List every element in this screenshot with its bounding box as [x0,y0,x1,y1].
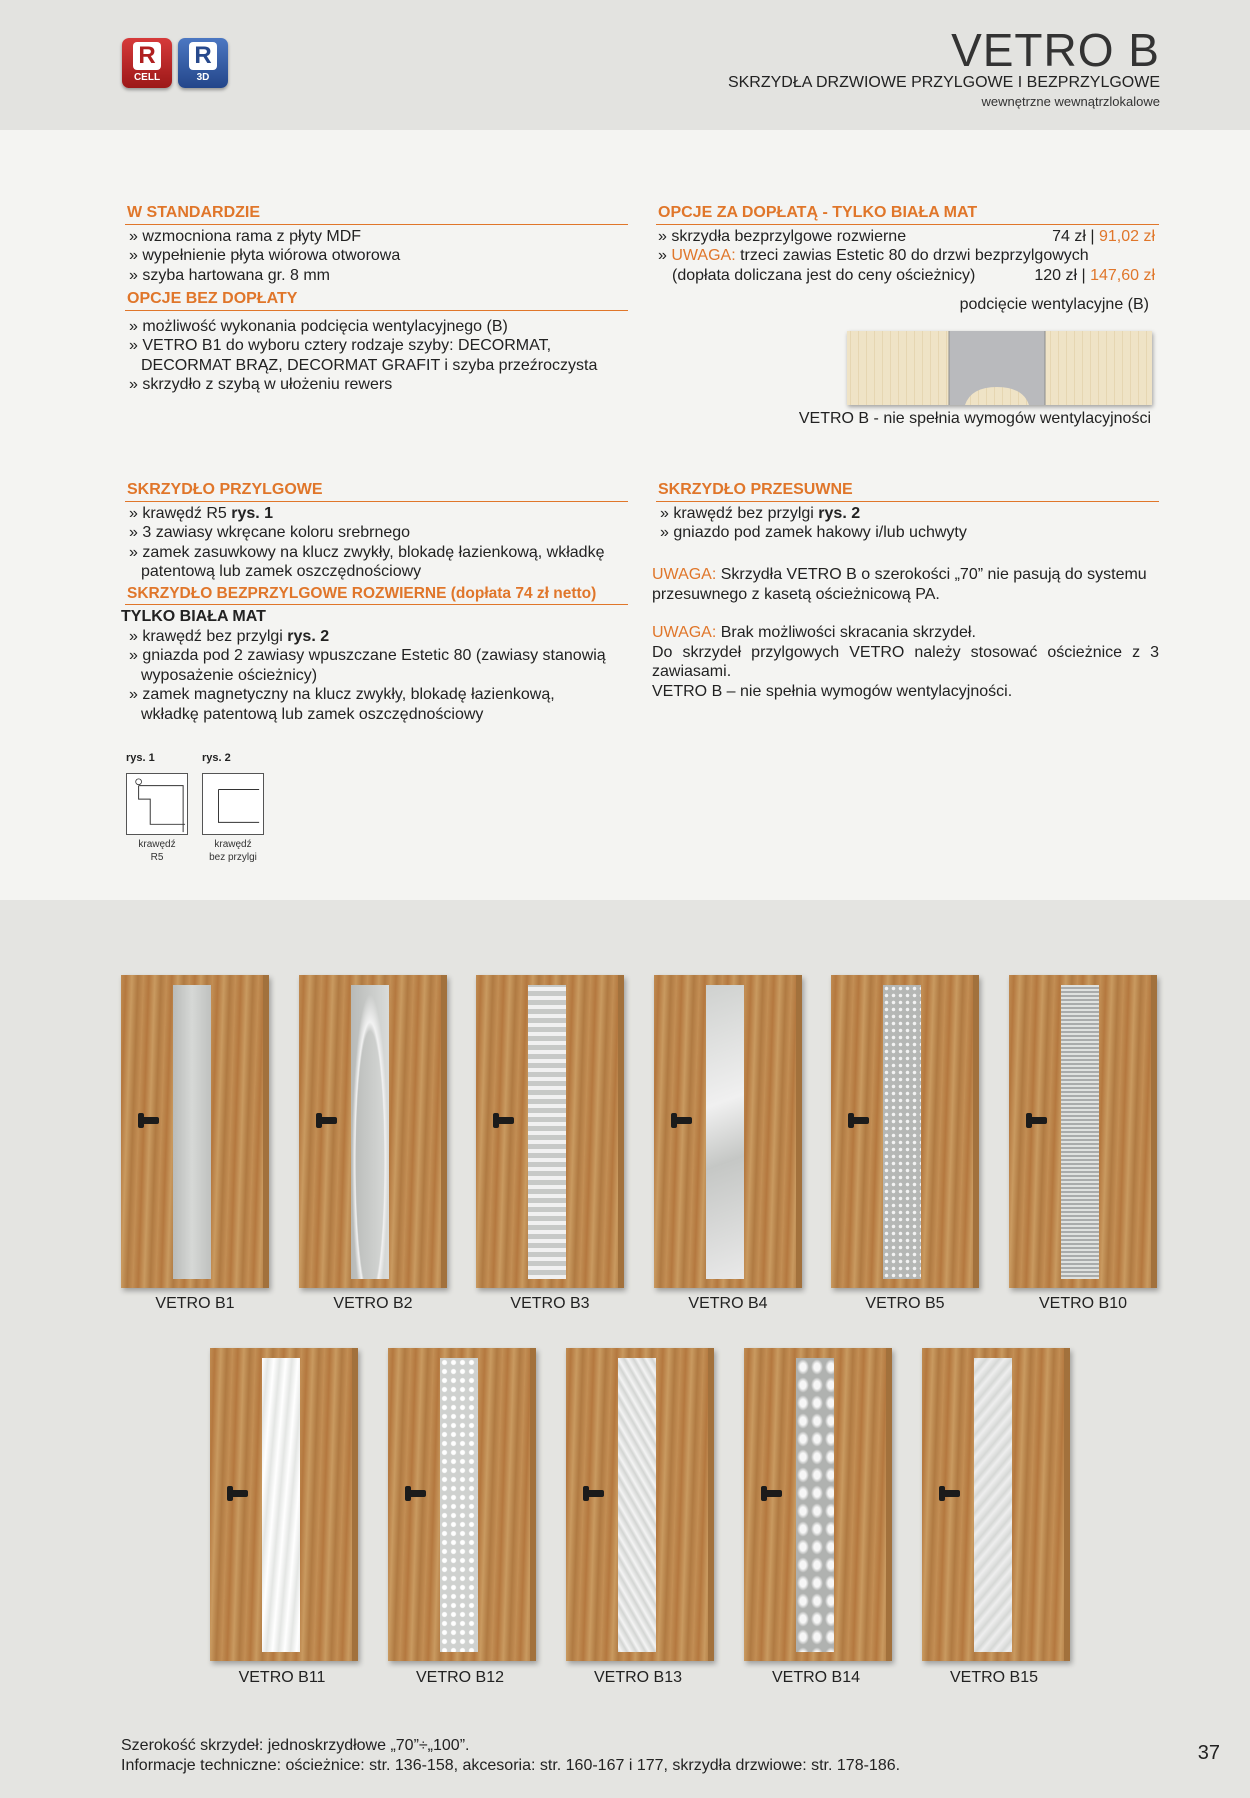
price-gross: 91,02 zł [1098,227,1155,245]
door-caption: VETRO B1 [155,1295,235,1312]
rys2-caption [198,838,268,864]
leaf-sliding-item [656,504,1159,524]
logo-cell-label: CELL [133,72,161,83]
door-caption: VETRO B14 [771,1669,861,1686]
paid-options-heading: OPCJE ZA DOPŁATĄ - TYLKO BIAŁA MAT [656,203,1159,225]
glass-panel [351,985,389,1279]
item-ref: rys. 2 [818,504,861,522]
door-handle-icon [494,1117,514,1124]
caption-line: bez przylgi [209,852,257,863]
paid-options-section [656,203,1159,315]
door-vetro-b12 [388,1348,536,1661]
item-ref: rys. 1 [231,504,274,522]
price-row-label: » skrzydła bezprzylgowe rozwierne [658,227,907,245]
caption-line: R5 [150,852,164,863]
door-caption: VETRO B4 [688,1295,768,1312]
door-caption: VETRO B5 [865,1295,945,1312]
door-handle-icon [940,1490,960,1497]
door-handle-icon [139,1117,159,1124]
sliding-note-width [652,565,1159,604]
price-row-flush [656,227,1159,247]
logo-3d-label: 3D [196,72,210,83]
door-handle-icon [584,1490,604,1497]
standard-item: » szyba hartowana gr. 8 mm [129,266,330,284]
uwaga-text: Skrzydła VETRO B o szerokości „70” nie pasują do systemu przesuwnego z kasetą ościeżnicową PA. [652,566,1147,603]
caption-line: krawędź [214,839,252,850]
glass-panel [528,985,566,1279]
leaf-flush-item: » zamek magnetyczny na klucz zwykły, blokadę łazienkową, wkładkę patentową lub zamek oszczędnościowy [129,686,555,723]
glass-panel [173,985,211,1279]
uwaga-text: Brak możliwości skracania skrzydeł. [716,624,976,641]
rys2-label: rys. 2 [202,752,231,764]
door-vetro-b14 [744,1348,892,1661]
door-vetro-b15 [922,1348,1070,1661]
leaf-flush-heading: SKRZYDŁO BEZPRZYLGOWE ROZWIERNE (dopłata 74 zł netto) [125,584,628,606]
footer-technical: Informacje techniczne: ościeżnice: str. 136-158, akcesoria: str. 160-167 i 177, skrzydła drzwiowe: str. 178-186. [121,1757,901,1774]
door-handle-icon [406,1490,426,1497]
glass-panel [618,1358,656,1652]
sliding-note-frames: Do skrzydeł przylgowych VETRO należy stosować ościeżnice z 3 zawiasami. [652,643,1159,680]
price-row-label: (dopłata doliczana jest do ceny ościeżnicy) [672,266,976,284]
door-vetro-b13 [566,1348,714,1661]
door-vetro-b10 [1009,975,1157,1288]
glass-panel [974,1358,1012,1652]
only-white-label: TYLKO BIAŁA MAT [121,608,266,625]
door-vetro-b5 [831,975,979,1288]
door-caption: VETRO B12 [415,1669,505,1686]
door-caption: VETRO B10 [1038,1295,1128,1312]
standard-item: » wzmocniona rama z płyty MDF [129,227,362,245]
leaf-sliding-heading: SKRZYDŁO PRZESUWNE [656,480,1159,502]
door-handle-icon [228,1490,248,1497]
door-vetro-b3 [476,975,624,1288]
footer-info [121,1736,900,1776]
edge-r5-drawing [126,773,188,835]
r3d-logo-icon [178,38,228,88]
sliding-notes [652,565,1159,701]
door-vetro-b11 [210,1348,358,1661]
door-vetro-b2 [299,975,447,1288]
glass-panel [262,1358,300,1652]
sliding-note-shortening [652,623,1159,643]
door-handle-icon [762,1490,782,1497]
caption-line: krawędź [138,839,176,850]
leaf-sliding-item: » gniazdo pod zamek hakowy i/lub uchwyty [660,524,967,541]
door-vetro-b4 [654,975,802,1288]
free-option-item: » skrzydło z szybą w ułożeniu rewers [129,376,393,393]
leaf-flush-item [125,627,628,647]
page-subsubtitle: wewnętrzne wewnątrzlokalowe [981,94,1160,109]
logo-3d-letter: R [189,42,217,70]
glass-panel [796,1358,834,1652]
vent-undercut-swatch [847,331,1152,405]
leaf-rebated-heading: SKRZYDŁO PRZYLGOWE [125,480,628,502]
item-text: » krawędź bez przylgi [660,504,819,522]
free-option-item: » możliwość wykonania podcięcia wentylacyjnego (B) [129,317,508,335]
leaf-rebated-item: » 3 zawiasy wkręcane koloru srebrnego [129,524,411,541]
uwaga-label: UWAGA: [652,566,717,583]
standard-heading: W STANDARDZIE [125,203,628,225]
page-number: 37 [1197,1742,1220,1764]
door-caption: VETRO B3 [510,1295,590,1312]
uwaga-label: UWAGA: [671,247,736,264]
vent-note: VETRO B - nie spełnia wymogów wentylacyjności [798,410,1151,427]
page-subtitle: SKRZYDŁA DRZWIOWE PRZYLGOWE I BEZPRZYLGOWE [727,74,1160,91]
door-caption: VETRO B11 [238,1669,326,1686]
leaf-sliding-section [656,480,1159,543]
door-caption: VETRO B2 [333,1295,413,1312]
door-handle-icon [849,1117,869,1124]
free-options-heading: OPCJE BEZ DOPŁATY [125,289,628,311]
edge-flush-drawing [202,773,264,835]
price-net: 120 zł | [1034,266,1086,284]
door-handle-icon [672,1117,692,1124]
free-option-item: » VETRO B1 do wyboru cztery rodzaje szyby: DECORMAT, DECORMAT BRĄZ, DECORMAT GRAFIT i szyba przeźroczysta [129,337,598,374]
glass-panel [706,985,744,1279]
standard-section [125,203,628,395]
leaf-rebated-section [121,480,628,724]
uwaga-label: UWAGA: [652,624,717,641]
vent-label: podcięcie wentylacyjne (B) [959,296,1149,313]
glass-panel [1061,985,1099,1279]
door-handle-icon [1027,1117,1047,1124]
item-ref: rys. 2 [287,627,330,645]
footer-widths: Szerokość skrzydeł: jednoskrzydłowe „70”÷„100”. [121,1737,470,1754]
glass-panel [883,985,921,1279]
item-text: » krawędź R5 [129,504,232,522]
rys1-caption [122,838,192,864]
page-title: VETRO B [951,24,1160,76]
price-row-hinge [656,266,1159,286]
glass-panel [440,1358,478,1652]
leaf-rebated-item: » zamek zasuwkowy na klucz zwykły, blokadę łazienkową, wkładkę patentową lub zamek oszczędnościowy [129,543,605,580]
leaf-flush-item: » gniazda pod 2 zawiasy wpuszczane Estetic 80 (zawiasy stanowią wyposażenie ościeżnicy) [129,647,606,684]
standard-item: » wypełnienie płyta wiórowa otworowa [129,247,401,264]
uwaga-text: trzeci zawias Estetic 80 do drzwi bezprzylgowych [735,247,1089,264]
uwaga-hinge-note [656,246,1159,266]
bullet: » [658,247,672,264]
sliding-note-vent: VETRO B – nie spełnia wymogów wentylacyjności. [652,682,1013,700]
price-net: 74 zł | [1052,227,1095,245]
leaf-rebated-item [125,504,628,524]
item-text: » krawędź bez przylgi [129,627,288,645]
door-vetro-b1 [121,975,269,1288]
price-gross: 147,60 zł [1090,266,1155,284]
door-caption: VETRO B15 [949,1669,1039,1686]
logo-cell-letter: R [133,42,161,70]
door-caption: VETRO B13 [593,1669,683,1686]
door-handle-icon [317,1117,337,1124]
rcell-logo-icon [122,38,172,88]
rys1-label: rys. 1 [126,752,155,764]
